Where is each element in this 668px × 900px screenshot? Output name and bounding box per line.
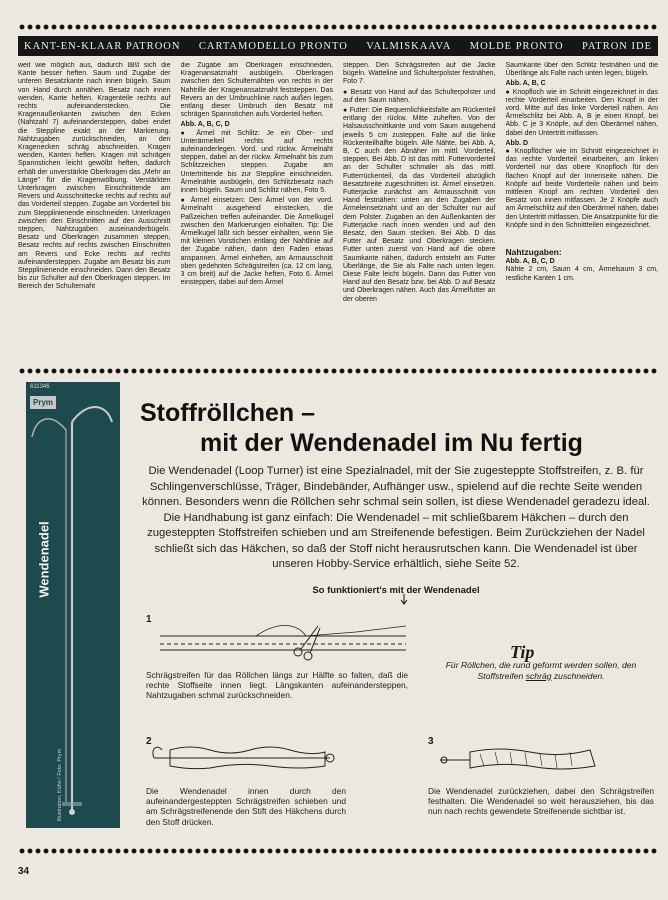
column-2 <box>181 62 334 356</box>
paragraph: ● Besatz von Hand auf das Schulterpolster und auf den Saum nähen. <box>343 88 496 104</box>
paragraph: ● Futter: Die Bequemlichkeitsfalte am Rückenteil entlang der rückw. Mitte zuheften. Von der Halsausschnittkante und vom Saum ausgehend jeweils 5 cm zusteppen. Falte auf die linke Rückenteilhälfte bügeln. Alle Nähte, bei Abb. A, B, C auch den Abnäher im mittl. Vorderteil, steppen. Bei Abb. D ist das mittl. Futtervorderteil an der Schulter schmaler als das mittl. Futterrückenteil, da das Vorderteil abzüglich Besatzbreite zugeschnitten ist. Ärmel einsetzen. Futterjacke zunächst am Armausschnitt von Hand festnähen: unten an den Zugaben der Ärmeleinsetznaht und an der Schulter nur auf dem Polster. Zugaben an den Außenkanten der Futterjacke nach innen wenden und auf den Besatz, den Saum stecken. Bei Abb. D das Futter auf Besatz und Oberkragen stecken. Futter unten zuerst von Hand auf die obere Saumkante nähen, dadurch entsteht am Futter Überlänge, die Sie als Falte nach unten legen. Diese Falte leicht bügeln. Dann das Futter von Hand auf den Besatz bzw. bei Abb. D auf Besatz und Oberkragen nähen. Auch das Ärmelfutter an der oberen <box>343 107 496 303</box>
step-2-needle-illustration <box>150 740 340 776</box>
product-label: Wendenadel <box>36 521 52 598</box>
headline-line-1: Stoffröllchen – <box>140 399 316 427</box>
tip-text: Für Röllchen, die rund geformt werden sollen, den Stoffstreifen schräg zuschneiden. <box>445 660 637 681</box>
loop-turner-product-photo <box>26 382 120 828</box>
bottom-dotted-rule <box>18 848 658 854</box>
headline-line-2: mit der Wendenadel im Nu fertig <box>200 429 583 457</box>
step-1-sewing-illustration <box>156 612 416 667</box>
scissors-icon <box>294 626 320 660</box>
middle-dotted-rule <box>18 368 658 374</box>
step-3-turning-illustration <box>440 738 610 778</box>
article-intro: Die Wendenadel (Loop Turner) ist eine Spezialnadel, mit der Sie zugesteppte Stoffstreifen, z. B. für Schlingenverschlüsse, Träger, Bindebänder, Aufhänger usw., spielend auf die rechte Seite wenden können. Besonders wenn die Röllchen sehr schmal sein sollen, ist diese Wendenadel geradezu ideal. Die Handhabung ist ganz einfach: Die Wendenadel – mit schließbarem Häkchen – durch den zugesteppten Stoffstreifen schieben und am Streifenende befestigen. Beim Zurückziehen der Nadel schließt sich das Häkchen, so daß der Stoff nicht herausrutschen kann. Die Wendenadel ist über unseren Hobby-Service erhältlich, siehe Seite 52. <box>142 465 650 570</box>
paragraph: ● Knopflöcher wie im Schnitt eingezeichnet in das rechte Vorderteil einarbeiten, am linken Vorderteil nur das obere Knopfloch für den flachen Knopf auf der Innenseite nähen. Die Knöpfe auf beide Vorderteile nähen und beim mittleren Knopf am rechten Vorderteil den Besatz von innen mitfassen. Je 2 Knöpfe auch am Ärmelschlitz auf den Oberärmel nähen, dabei den Untertritt mitfassen. Die Ansatzpunkte für die Knöpfe sind in den Schnittteilen eingezeichnet. <box>505 148 658 229</box>
photo-credit: Illustration: Kühn / Foto: Prym <box>57 748 64 822</box>
instruction-columns <box>18 62 658 356</box>
step-2-text: Die Wendenadel innen durch den aufeinandergesteppten Schrägstreifen schieben und am Schrägstreifenende den Stift des Häkchens durch den Stoff drücken. <box>146 786 346 827</box>
paragraph: Saumkante über den Schlitz festnähen und die Überlänge als Falte nach unten legen, bügeln. <box>505 62 658 78</box>
paragraph: steppen. Den Schrägstreifen auf die Jacke bügeln. Watteline und Schulterpolster festnähen, Foto 7. <box>343 62 496 86</box>
header-item: VALMISKAAVA <box>366 40 452 52</box>
step-1-text: Schrägstreifen für das Röllchen längs zur Hälfte so falten, daß die rechte Stoffseite innen liegt. Längskanten aufeinandersteppen, Nahtzugaben schmal zurückschneiden. <box>146 670 408 701</box>
howto-title: So funktioniert's mit der Wendenadel <box>312 585 480 596</box>
brand-logo: Prym <box>30 396 56 409</box>
paragraph: die Zugabe am Oberkragen einschneiden, Kragenansatznaht ausbügeln. Oberkragen zwischen den Schulternähten von rechts in der Nahtrille der Kragenansatznaht feststeppen. Das Revers an der Umbruchlinie nach außen legen, entlang dieser Umbruch den Besatz mit schrägen Spannstichen aufs Vorderteil heften. <box>180 62 333 119</box>
header-item: CARTAMODELLO PRONTO <box>198 40 348 52</box>
paragraph: ● Knopfloch wie im Schnitt eingezeichnet in das rechte Vorderteil einarbeiten. Den Knopf in der vord. Mitte auf das linke Vorderteil nähen. Am Ärmelschlitz bei Abb. A, B je einen Knopf, bei Abb. C je 3 Knöpfe, auf den Oberärmel nähen, dabei den Untertritt mitfassen. <box>505 88 658 137</box>
paragraph: ● Ärmel einsetzen: Den Ärmel von der vord. Ärmelnaht ausgehend einstecken, die Paßzeichen treffen aufeinander. Die Ärmelkugel zwischen den Markierungen einhalten. Tip: Die Ärmelkugel läßt sich besser einhalten, wenn Sie mit kleinen Vorstichen entlang der Nahtlinie auf der Zugabe nähen, dann den Faden etwas anspannen. Ärmel einheften, am Armausschnitt oben gedehnten Schrägstreifen (ca. 12 cm lang, 3 cm breit) auf die Jacke heften, Foto 6. Ärmel einsteppen, dabei auf dem Ärmel <box>180 197 333 287</box>
loop-turner-illustration <box>26 382 120 828</box>
seam-allowance-title: Nahtzugaben: <box>505 247 562 258</box>
article-headline <box>140 398 640 458</box>
pattern-header-bar <box>18 36 658 56</box>
paragraph: weit wie möglich aus, dadurch läßt sich die Kante besser heften. Saum und Zugabe der unteren Besatzkante nach innen bügeln. Saum von Hand durch annähen. Besatz nach innen wenden, Kante heften. Kragenteile rechts auf rechts aufeinanderstecken. Die Kragenaußenkanten zwischen den Ecken (Nahtzahl 7) aufeinandersteppen, dabei endet die Steppline exakt an der Markierung. Nahtzugaben zurückschneiden, an den Kragenecken schräg abschneiden. Kragen wenden, Kanten heften. Kragen mit schrägen Spannstichen leicht gewölbt heften, dadurch erhält der unverstärkte Oberkragen das „Mehr an Länge" für die Kragenwölbung. Verstärkten Unterkragen zwischen Einschnittende am Revers und Ausschnittecke rechts auf rechts auf das Vorderteil steppen. Zugabe am Vorderteil bis zum Stepplinienende einschneiden. Unterkragen zwischen den Einschnitten auf den Ausschnitt steppen, Nahtzugaben auseinanderbügeln. Besatz und Oberkragen zusammen steppen, Besatz rechts auf rechts zwischen Einschnitten am Revers und Ecke rechts auf rechts aufeinandersteppen. Zugabe am Besatz bis zum Stepplinienende einschneiden. Dann den Besatz bis zur Schulter auf den Oberkragen steppen. Im Bereich der Schulternaht <box>18 62 171 291</box>
step-number: 2 <box>146 736 152 747</box>
subheading: Abb. A, B, C <box>505 80 546 88</box>
top-dotted-rule <box>18 24 658 30</box>
product-ref: 611346 <box>30 384 50 390</box>
header-item: PATRON IDE <box>581 40 652 52</box>
column-3 <box>343 62 496 356</box>
column-1 <box>18 62 171 356</box>
column-4 <box>506 62 659 356</box>
paragraph: ● Ärmel mit Schlitz: Je ein Ober- und Unterärmelteil rechts auf rechts aufeinanderlegen. Vord. und rückw. Ärmelnaht steppen, dabei an der rückw. Ärmelnaht bis zum Schlitzzeichen steppen. Zugabe am Untertrittende bis zur Steppline einschneiden. Ärmelnähte ausbügeln, den Schlitzbesatz nach innen bügeln. Saum und Schlitz nähen, Foto 5. <box>180 129 333 195</box>
subheading: Abb. A, B, C, D <box>180 121 230 129</box>
subheading: Abb. D <box>505 139 529 147</box>
step-number: 3 <box>428 736 434 747</box>
page-number: 34 <box>18 866 30 877</box>
step-number: 1 <box>146 614 152 625</box>
pointer-arrow-icon <box>400 594 408 606</box>
subheading: Abb. A, B, C, D <box>505 258 555 266</box>
tip-label: Tip <box>510 642 535 662</box>
step-3-text: Die Wendenadel zurückziehen, dabei den Schrägstreifen festhalten. Die Wendenadel so weit herausziehen, bis das nun nach rechts gewendete Streifenende sichtbar ist. <box>428 786 654 817</box>
header-item: KANT-EN-KLAAR PATROON <box>24 40 181 52</box>
paragraph: Nähte 2 cm, Saum 4 cm, Ärmelsaum 3 cm, restliche Kanten 1 cm. <box>505 266 658 282</box>
header-item: MOLDE PRONTO <box>469 40 564 52</box>
